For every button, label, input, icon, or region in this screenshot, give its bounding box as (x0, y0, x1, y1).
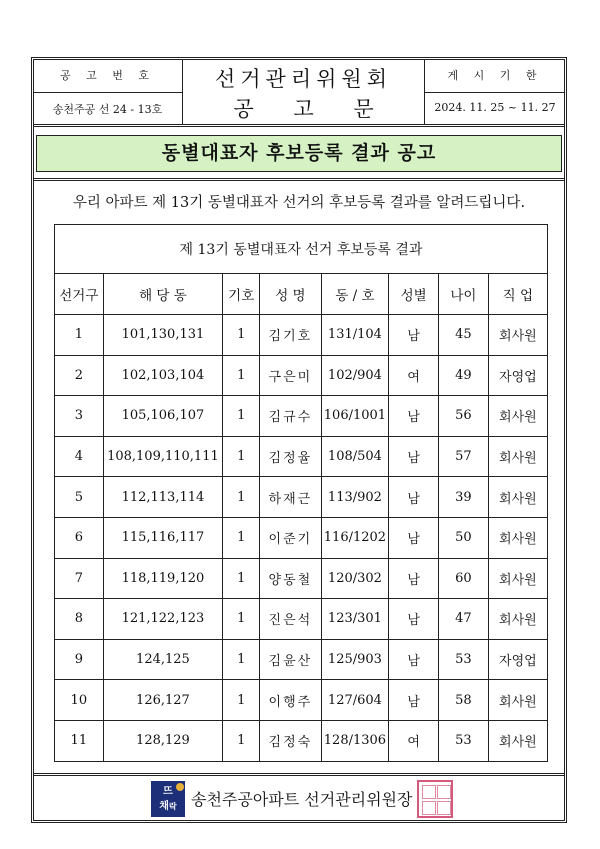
document-type-char: 문 (353, 97, 374, 121)
table-cell: 7 (55, 558, 104, 599)
table-cell: 남 (389, 315, 439, 356)
table-row (55, 680, 548, 721)
table-cell: 121,122,123 (103, 599, 223, 640)
table-cell: 112,113,114 (103, 477, 223, 518)
table-cell: 회사원 (488, 517, 547, 558)
table-cell: 108,109,110,111 (103, 436, 223, 477)
table-cell: 김정숙 (260, 720, 321, 761)
table-cell: 1 (223, 599, 260, 640)
table-cell: 회사원 (488, 599, 547, 640)
signature-text: 송천주공아파트 선거관리위원장 (191, 790, 413, 809)
table-cell: 124,125 (103, 639, 223, 680)
table-cell: 8 (55, 599, 104, 640)
table-cell: 105,106,107 (103, 396, 223, 437)
table-cell: 회사원 (488, 558, 547, 599)
table-cell: 57 (439, 436, 489, 477)
column-header: 나이 (439, 274, 489, 315)
table-row (55, 477, 548, 518)
table-cell: 남 (389, 558, 439, 599)
table-header-row (55, 274, 548, 315)
table-row (55, 315, 548, 356)
column-header: 해 당 동 (103, 274, 223, 315)
table-cell: 39 (439, 477, 489, 518)
table-cell: 회사원 (488, 680, 547, 721)
table-cell: 하재근 (260, 477, 321, 518)
table-cell: 여 (389, 720, 439, 761)
table-cell: 123/301 (321, 599, 389, 640)
table-cell: 구은미 (260, 355, 321, 396)
table-cell: 1 (223, 315, 260, 356)
table-cell: 4 (55, 436, 104, 477)
table-cell: 1 (223, 680, 260, 721)
table-cell: 116/1202 (321, 517, 389, 558)
table-cell: 49 (439, 355, 489, 396)
table-cell: 1 (223, 355, 260, 396)
table-cell: 여 (389, 355, 439, 396)
column-header: 동 / 호 (321, 274, 389, 315)
table-cell: 남 (389, 517, 439, 558)
table-cell: 이준기 (260, 517, 321, 558)
table-cell: 47 (439, 599, 489, 640)
table-title: 제 13기 동별대표자 선거 후보등록 결과 (55, 225, 548, 274)
table-cell: 진은석 (260, 599, 321, 640)
table-cell: 106/1001 (321, 396, 389, 437)
table-cell: 131/104 (321, 315, 389, 356)
table-cell: 남 (389, 477, 439, 518)
results-table (54, 224, 548, 762)
table-row (55, 639, 548, 680)
table-cell: 회사원 (488, 436, 547, 477)
table-cell: 5 (55, 477, 104, 518)
notice-number: 송천주공 선 24 - 13호 (52, 103, 163, 116)
table-cell: 회사원 (488, 720, 547, 761)
table-cell: 2 (55, 355, 104, 396)
divider (33, 773, 565, 776)
column-header: 선거구 (55, 274, 104, 315)
table-cell: 115,116,117 (103, 517, 223, 558)
table-row (55, 599, 548, 640)
intro-text: 우리 아파트 제 13기 동별대표자 선거의 후보등록 결과를 알려드립니다. (72, 195, 526, 211)
table-cell: 101,130,131 (103, 315, 223, 356)
table-cell: 김윤산 (260, 639, 321, 680)
table-cell: 126,127 (103, 680, 223, 721)
notice-number-label: 공 고 번 호 (60, 69, 155, 82)
table-cell: 이행주 (260, 680, 321, 721)
table-cell: 1 (223, 396, 260, 437)
table-cell: 남 (389, 436, 439, 477)
table-cell: 1 (223, 639, 260, 680)
column-header: 직 업 (488, 274, 547, 315)
table-cell: 108/504 (321, 436, 389, 477)
posting-period-label: 게 시 기 한 (447, 69, 543, 82)
document-type-char: 공 (233, 97, 254, 121)
table-cell: 1 (223, 558, 260, 599)
organization-title: 선거관리위원회 (214, 67, 392, 91)
table-cell: 회사원 (488, 396, 547, 437)
table-cell: 10 (55, 680, 104, 721)
table-cell: 자영업 (488, 639, 547, 680)
table-cell: 118,119,120 (103, 558, 223, 599)
table-cell: 김기호 (260, 315, 321, 356)
document-type-char: 고 (293, 97, 314, 121)
table-cell: 자영업 (488, 355, 547, 396)
table-cell: 50 (439, 517, 489, 558)
table-cell: 회사원 (488, 315, 547, 356)
notice-header (33, 59, 565, 127)
table-cell: 남 (389, 396, 439, 437)
table-cell: 125/903 (321, 639, 389, 680)
organization-cell (183, 59, 425, 124)
table-cell: 102/904 (321, 355, 389, 396)
divider (33, 178, 565, 181)
posting-period: 2024. 11. 25 ~ 11. 27 (434, 101, 556, 114)
table-cell: 120/302 (321, 558, 389, 599)
table-cell: 113/902 (321, 477, 389, 518)
table-cell: 회사원 (488, 477, 547, 518)
document-type (183, 93, 424, 123)
table-row (55, 558, 548, 599)
table-cell: 53 (439, 639, 489, 680)
table-row (55, 396, 548, 437)
column-header: 성별 (389, 274, 439, 315)
table-cell: 양동철 (260, 558, 321, 599)
table-cell: 58 (439, 680, 489, 721)
official-seal (417, 780, 453, 818)
table-cell: 128,129 (103, 720, 223, 761)
table-cell: 128/1306 (321, 720, 389, 761)
table-cell: 6 (55, 517, 104, 558)
table-row (55, 355, 548, 396)
table-cell: 1 (55, 315, 104, 356)
table-cell: 56 (439, 396, 489, 437)
column-header: 성 명 (260, 274, 321, 315)
table-cell: 9 (55, 639, 104, 680)
table-cell: 102,103,104 (103, 355, 223, 396)
table-cell: 남 (389, 599, 439, 640)
table-cell: 53 (439, 720, 489, 761)
posting-period-cell (425, 59, 565, 124)
table-cell: 1 (223, 517, 260, 558)
table-cell: 1 (223, 436, 260, 477)
apartment-logo: 뜨 채락 (151, 781, 185, 817)
table-cell: 1 (223, 477, 260, 518)
column-header: 기호 (223, 274, 260, 315)
table-row (55, 517, 548, 558)
table-cell: 45 (439, 315, 489, 356)
table-row (55, 436, 548, 477)
table-cell: 남 (389, 639, 439, 680)
table-cell: 60 (439, 558, 489, 599)
table-cell: 1 (223, 720, 260, 761)
table-cell: 127/604 (321, 680, 389, 721)
footer (33, 778, 565, 822)
table-row (55, 720, 548, 761)
table-cell: 김규수 (260, 396, 321, 437)
notice-number-cell (33, 59, 183, 124)
notice-title: 동별대표자 후보등록 결과 공고 (36, 135, 562, 172)
table-cell: 김정율 (260, 436, 321, 477)
table-cell: 3 (55, 396, 104, 437)
table-cell: 남 (389, 680, 439, 721)
table-cell: 11 (55, 720, 104, 761)
